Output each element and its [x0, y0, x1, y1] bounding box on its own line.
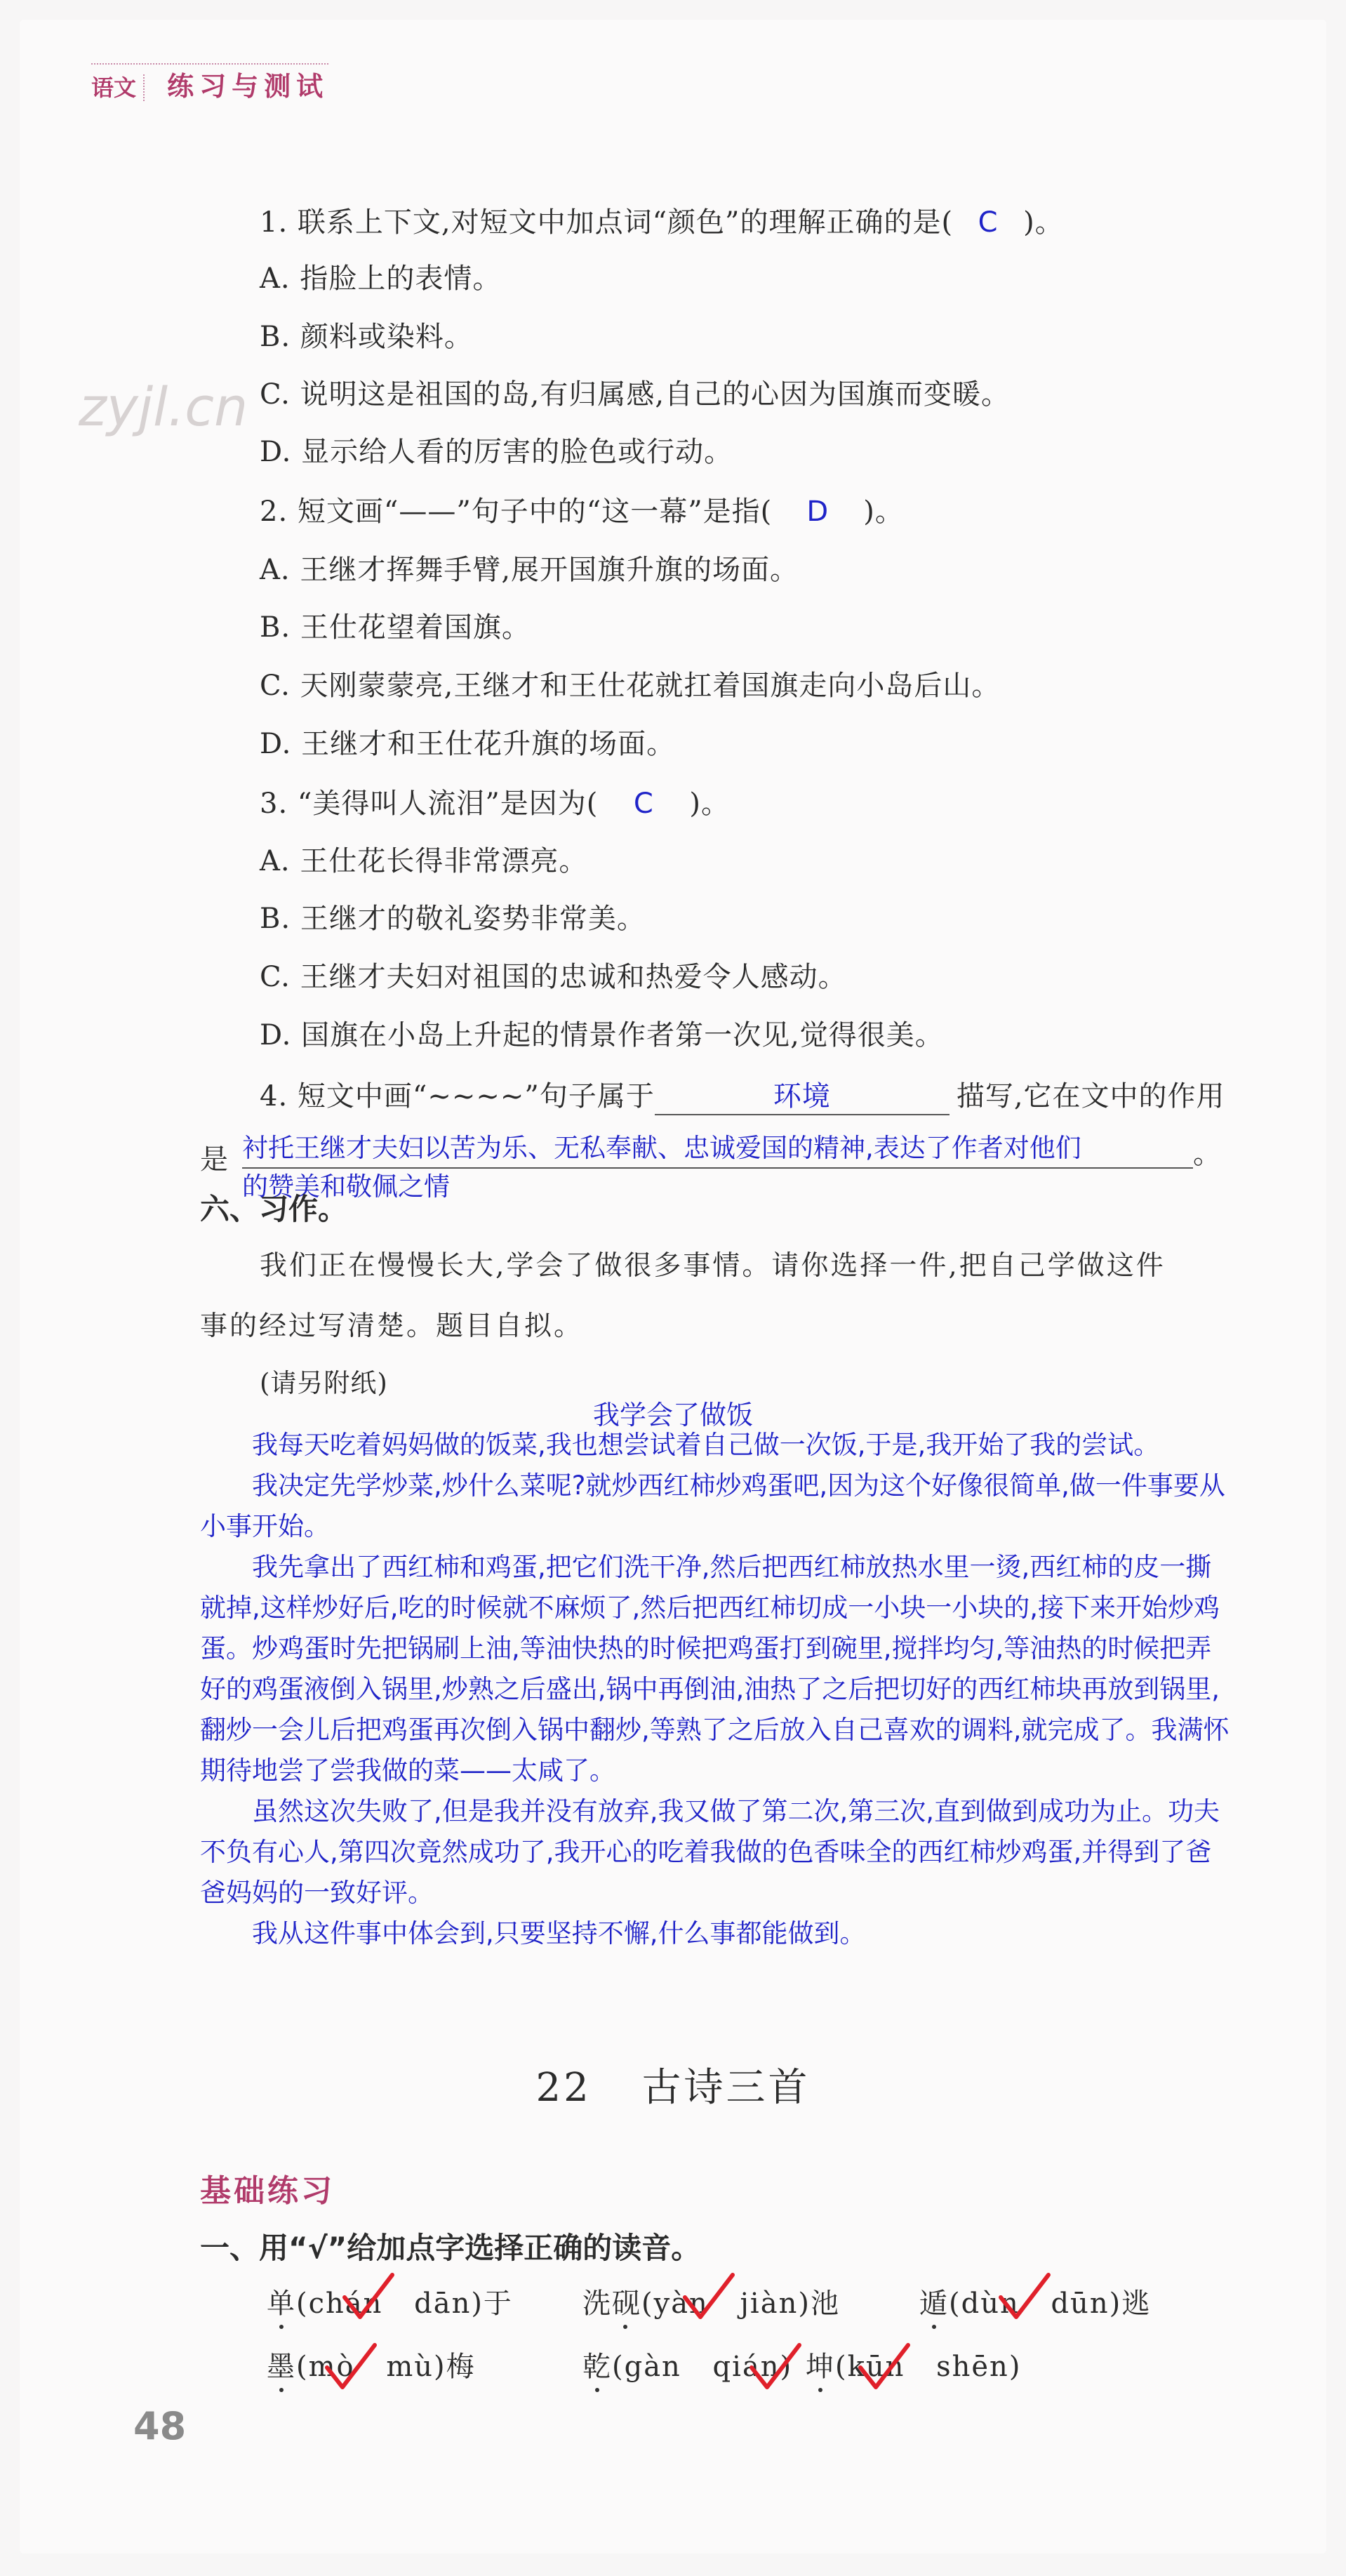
- q4-mid: 描写,它在文中的作用: [956, 1080, 1225, 1113]
- check-mark-icon: [856, 2341, 912, 2397]
- emphasis-dot: [818, 2388, 822, 2392]
- basic-practice-label: 基础练习: [200, 2173, 335, 2209]
- q1-option-b: B. 颜料或染料。: [260, 321, 473, 353]
- pinyin-choice-jian[interactable]: jiàn)池: [740, 2288, 840, 2320]
- lesson-heading: [0, 2057, 1346, 2113]
- q4-blank-1: 环境: [655, 1074, 949, 1115]
- q3-stem: 3. “美得叫人流泪”是因为(: [260, 788, 599, 820]
- q1-close: )。: [1023, 206, 1064, 239]
- question-3: [260, 781, 730, 821]
- check-mark-icon: [997, 2271, 1053, 2327]
- essay-paragraph: 我决定先学炒菜,炒什么菜呢?就炒西红柿炒鸡蛋吧,因为这个好像很简单,做一件事要从小事开始。: [200, 1470, 1225, 1541]
- pinyin-choice-gan[interactable]: 乾(gàn: [582, 2351, 681, 2383]
- question-4: [260, 1074, 1225, 1115]
- emphasis-dot: [279, 2388, 284, 2392]
- pinyin-choice-qian[interactable]: qián): [712, 2351, 793, 2383]
- pinyin-choice-dan[interactable]: dān)于: [414, 2288, 513, 2320]
- pinyin-choice-dun2[interactable]: dūn)逃: [1051, 2288, 1152, 2320]
- q1-option-a: A. 指脸上的表情。: [260, 263, 502, 295]
- header-book: 练习与测试: [167, 71, 329, 102]
- q2-stem: 2. 短文画“——”句子中的“这一幕”是指(: [260, 496, 773, 528]
- q3-close: )。: [689, 788, 730, 820]
- essay-body: [200, 1425, 1232, 1954]
- q2-option-a: A. 王继才挥舞手臂,展开国旗升旗的场面。: [260, 554, 799, 586]
- q1-option-d: D. 显示给人看的厉害的脸色或行动。: [260, 436, 733, 468]
- q4-blank-2-line-2: 的赞美和敬佩之情: [242, 1171, 450, 1202]
- q4-blank-2-line-1: 衬托王继才夫妇以苦为乐、无私奉献、忠诚爱国的精神,表达了作者对他们: [242, 1127, 1193, 1169]
- emphasis-dot: [279, 2325, 284, 2329]
- q3-option-d: D. 国旗在小岛上升起的情景作者第一次见,觉得很美。: [260, 1019, 944, 1051]
- pinyin-choice-kun[interactable]: 坤(kūn: [806, 2351, 905, 2383]
- lesson-title: 古诗三首: [641, 2065, 811, 2111]
- q2-option-c: C. 天刚蒙蒙亮,王继才和王仕花就扛着国旗走向小岛后山。: [260, 670, 1001, 702]
- essay-paragraph: 我每天吃着妈妈做的饭菜,我也想尝试着自己做一次饭,于是,我开始了我的尝试。: [252, 1430, 1160, 1460]
- pinyin-item-kun: [806, 2344, 1021, 2384]
- q3-option-a: A. 王仕花长得非常漂亮。: [260, 845, 588, 877]
- header-subject: 语文: [91, 74, 145, 101]
- check-mark-icon: [340, 2271, 397, 2327]
- watermark: zyjl.cn: [79, 376, 248, 438]
- essay-paragraph: 虽然这次失败了,但是我并没有放弃,我又做了第二次,第三次,直到做到成功为止。功夫不负有心人,第四次竟然成功了,我开心的吃着我做的色香味全的西红柿炒鸡蛋,并得到了爸爸妈妈的一致好评。: [200, 1796, 1220, 1908]
- q2-answer: D: [806, 496, 829, 528]
- lesson-number: 22: [535, 2065, 592, 2111]
- pinyin-choice-mo[interactable]: 墨(mò: [267, 2351, 355, 2383]
- emphasis-dot: [595, 2388, 599, 2392]
- q3-option-c: C. 王继才夫妇对祖国的忠诚和热爱令人感动。: [260, 961, 847, 993]
- q4-lead: 是: [200, 1143, 229, 1176]
- check-mark-icon: [323, 2341, 379, 2397]
- essay-paragraph: 我先拿出了西红柿和鸡蛋,把它们洗干净,然后把西红柿放热水里一烫,西红柿的皮一撕就掉,这样炒好后,吃的时候就不麻烦了,然后把西红柿切成一小块一小块的,接下来开始炒鸡蛋。炒鸡蛋时先把锅刷上油,等油快热的时候把鸡蛋打到碗里,搅拌均匀,等油热的时候把弄好的鸡蛋液倒入锅里,炒熟之后盛出,锅中再倒油,油热了之后把切好的西红柿块再放到锅里,翻炒一会儿后把鸡蛋再次倒入锅中翻炒,等熟了之后放入自己喜欢的调料,就完成了。我满怀期待地尝了尝我做的菜——太咸了。: [200, 1552, 1230, 1786]
- check-mark-icon: [681, 2271, 737, 2327]
- pinyin-choice-shen[interactable]: shēn): [936, 2351, 1022, 2383]
- q4-end: 。: [1193, 1138, 1222, 1170]
- essay-title: 我学会了做饭: [592, 1400, 753, 1430]
- q1-answer: C: [978, 206, 999, 239]
- q3-answer: C: [633, 788, 654, 820]
- basic-q1-title: 一、用“√”给加点字选择正确的读音。: [200, 2231, 701, 2265]
- section-6-note: (请另附纸): [260, 1368, 388, 1398]
- page-number: 48: [133, 2404, 187, 2448]
- q2-close: )。: [863, 496, 904, 528]
- question-1: [260, 200, 1064, 240]
- pinyin-choice-dun[interactable]: 遁(dùn: [919, 2288, 1020, 2320]
- check-mark-icon: [747, 2341, 804, 2397]
- q1-stem: 1. 联系上下文,对短文中加点词“颜色”的理解正确的是(: [260, 206, 954, 239]
- question-2: [260, 489, 904, 529]
- q3-option-b: B. 王继才的敬礼姿势非常美。: [260, 903, 646, 935]
- pinyin-choice-mu[interactable]: mù)梅: [386, 2351, 476, 2383]
- section-6-title: 六、习作。: [200, 1192, 348, 1226]
- q2-option-d: D. 王继才和王仕花升旗的场面。: [260, 728, 676, 760]
- q4-stem: 4. 短文中画“~~~~”句子属于: [260, 1080, 655, 1113]
- emphasis-dot: [623, 2325, 627, 2329]
- section-6-prompt-line-2: 事的经过写清楚。题目自拟。: [200, 1310, 584, 1342]
- essay-paragraph: 我从这件事中体会到,只要坚持不懈,什么事都能做到。: [252, 1918, 866, 1948]
- section-6-prompt-line-1: 我们正在慢慢长大,学会了做很多事情。请你选择一件,把自己学做这件: [260, 1250, 1166, 1282]
- emphasis-dot: [932, 2325, 936, 2329]
- page-header: [91, 63, 328, 109]
- pinyin-choice-chan[interactable]: 单(chán: [267, 2288, 383, 2320]
- q2-option-b: B. 王仕花望着国旗。: [260, 611, 531, 644]
- pinyin-choice-yan[interactable]: 洗砚(yàn: [582, 2288, 709, 2320]
- q1-option-c: C. 说明这是祖国的岛,有归属感,自己的心因为国旗而变暖。: [260, 378, 1011, 411]
